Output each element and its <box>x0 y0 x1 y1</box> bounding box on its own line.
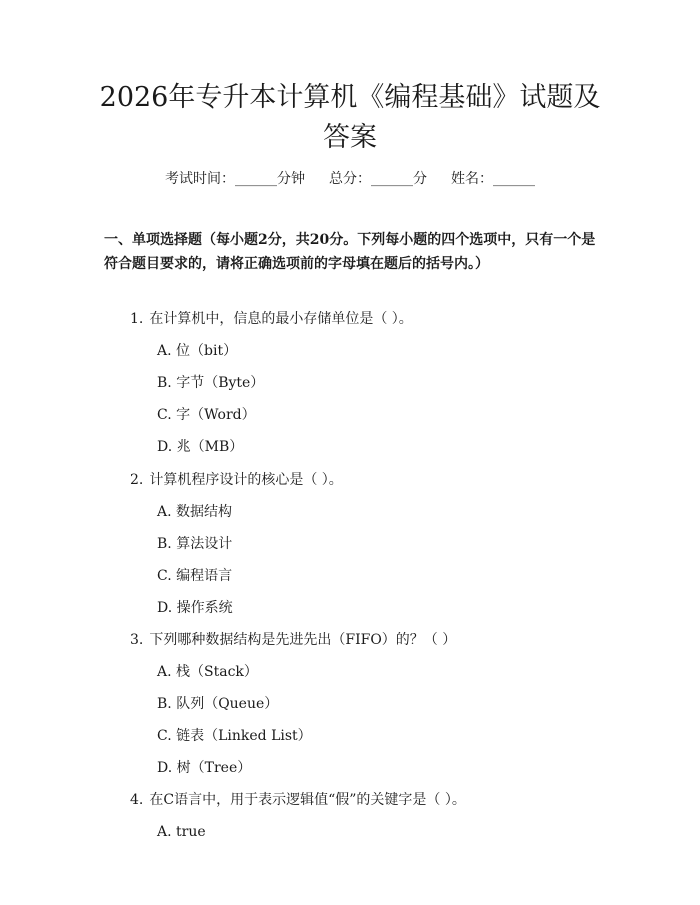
option-1a: A. 位（bit） <box>157 343 238 359</box>
option-3b: B. 队列（Queue） <box>157 696 279 712</box>
question-text: 在计算机中，信息的最小存储单位是（ ）。 <box>149 311 413 327</box>
option-1b: B. 字节（Byte） <box>157 375 265 391</box>
question-3 <box>130 630 456 650</box>
question-2 <box>130 470 343 490</box>
question-4 <box>130 790 466 810</box>
exam-time-field: 考试时间：______分钟 <box>165 171 305 187</box>
option-2c: C. 编程语言 <box>157 568 233 584</box>
section-heading: 一、单项选择题（每小题2分，共20分。下列每小题的四个选项中，只有一个是符合题目要求的，请将正确选项前的字母填在题后的括号内。） <box>104 232 596 272</box>
question-text: 计算机程序设计的核心是（ ）。 <box>149 472 343 488</box>
student-name-field: 姓名：______ <box>451 171 535 187</box>
exam-info-line <box>0 168 700 188</box>
option-4a: A. true <box>157 824 206 840</box>
question-number: 3. <box>130 632 144 648</box>
option-2d: D. 操作系统 <box>157 600 233 616</box>
question-text: 在C语言中，用于表示逻辑值“假”的关键字是（ ）。 <box>149 792 466 808</box>
total-score-field: 总分：______分 <box>329 171 427 187</box>
option-1c: C. 字（Word） <box>157 407 256 423</box>
document-title: 2026年专升本计算机《编程基础》试题及答案 <box>99 82 601 153</box>
option-2b: B. 算法设计 <box>157 536 233 552</box>
option-3a: A. 栈（Stack） <box>157 664 258 680</box>
question-number: 1. <box>130 311 144 327</box>
question-number: 2. <box>130 472 144 488</box>
option-3d: D. 树（Tree） <box>157 760 252 776</box>
option-2a: A. 数据结构 <box>157 504 233 520</box>
question-text: 下列哪种数据结构是先进先出（FIFO）的？（ ） <box>149 632 457 648</box>
option-3c: C. 链表（Linked List） <box>157 728 312 744</box>
question-1 <box>130 309 413 329</box>
question-number: 4. <box>130 792 144 808</box>
option-1d: D. 兆（MB） <box>157 439 244 455</box>
